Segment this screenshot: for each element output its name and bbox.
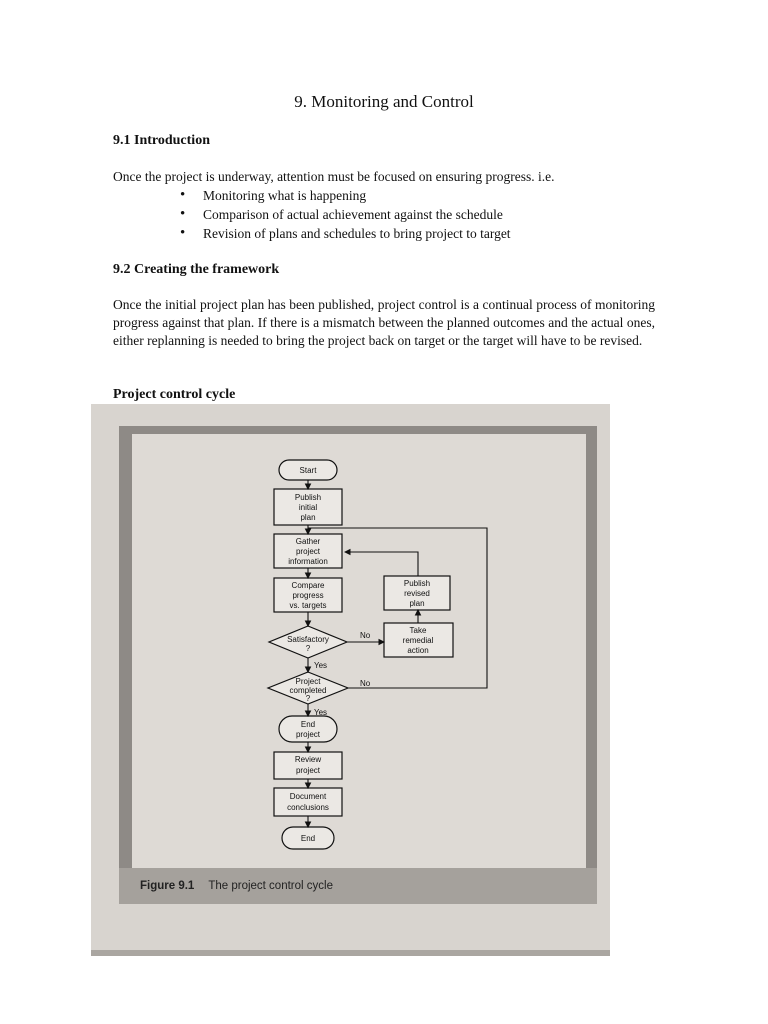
completed-line: ? bbox=[305, 694, 311, 703]
publish-initial-line: initial bbox=[298, 503, 318, 512]
remedial-line: action bbox=[407, 646, 429, 655]
publish-initial-line: plan bbox=[300, 513, 316, 522]
figure-heading: Project control cycle bbox=[113, 387, 236, 402]
satisfactory-line: ? bbox=[305, 644, 311, 653]
bullet-item: • Comparison of actual achievement against the schedule bbox=[178, 205, 511, 224]
caption-text: The project control cycle bbox=[208, 880, 333, 892]
compare-line: vs. targets bbox=[289, 601, 327, 610]
review-line: Review bbox=[294, 755, 322, 764]
completed-line: Project bbox=[295, 677, 321, 686]
edge-label-no: No bbox=[360, 631, 371, 640]
page-title: 9. Monitoring and Control bbox=[294, 92, 474, 111]
bullet-item: • Monitoring what is happening bbox=[178, 186, 511, 205]
gather-line: Gather bbox=[295, 537, 321, 546]
end-project-line: project bbox=[295, 730, 321, 739]
caption-label: Figure 9.1 bbox=[140, 880, 195, 892]
gather-line: project bbox=[295, 547, 321, 556]
satisfactory-line: Satisfactory bbox=[287, 635, 329, 644]
completed-line: completed bbox=[289, 686, 327, 695]
intro-paragraph: Once the project is underway, attention must be focused on ensuring progress. i.e. bbox=[113, 169, 555, 184]
gather-line: information bbox=[288, 557, 328, 566]
bullet-item: • Revision of plans and schedules to bring project to target bbox=[178, 224, 511, 243]
publish-revised-line: revised bbox=[404, 589, 430, 598]
remedial-line: remedial bbox=[402, 636, 434, 645]
end-project-line: End bbox=[300, 720, 316, 729]
start-label: Start bbox=[299, 466, 317, 475]
remedial-line: Take bbox=[409, 626, 427, 635]
publish-revised-line: Publish bbox=[403, 579, 431, 588]
publish-revised-line: plan bbox=[409, 599, 425, 608]
figure-caption bbox=[140, 880, 333, 892]
review-line: project bbox=[295, 766, 321, 775]
document-line: conclusions bbox=[287, 803, 329, 812]
compare-line: progress bbox=[292, 591, 324, 600]
section-heading-framework: 9.2 Creating the framework bbox=[113, 262, 280, 277]
end-label: End bbox=[300, 834, 316, 843]
edge-label-no: No bbox=[360, 679, 371, 688]
section-heading-introduction: 9.1 Introduction bbox=[113, 133, 210, 148]
document-line: Document bbox=[289, 792, 327, 801]
edge-label-yes: Yes bbox=[314, 661, 328, 670]
framework-paragraph: Once the initial project plan has been published, project control is a continual process of monitoring progress against that plan. If there is a mismatch between the planned outcomes and the actual ones, either replanning is needed to bring the project back on target or the target will have to be revised. bbox=[113, 297, 655, 348]
compare-line: Compare bbox=[291, 581, 325, 590]
edge-label-yes: Yes bbox=[314, 708, 328, 717]
publish-initial-line: Publish bbox=[294, 493, 322, 502]
